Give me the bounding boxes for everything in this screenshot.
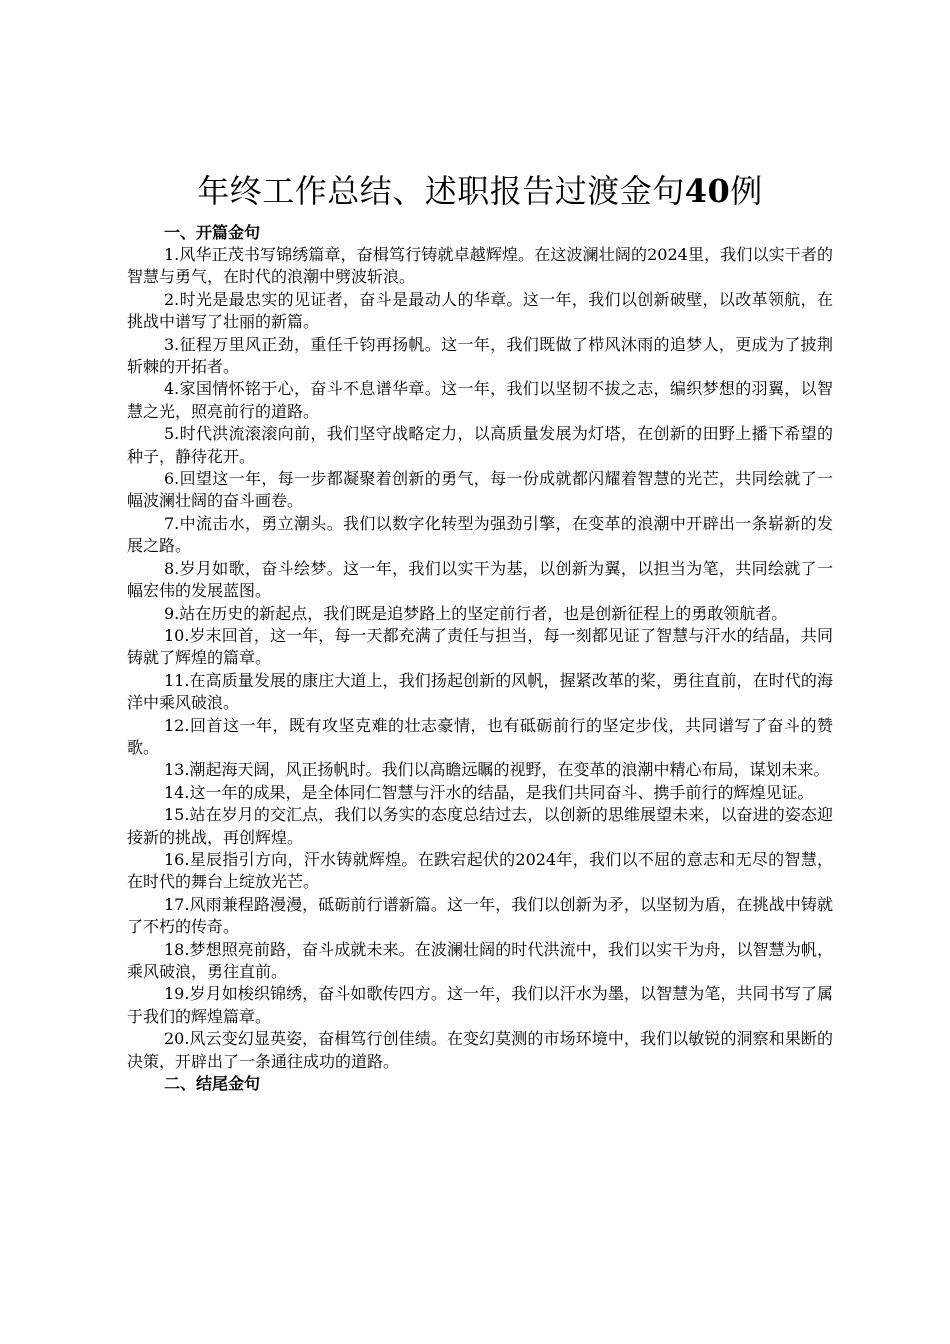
list-item: 10.岁末回首，这一年，每一天都充满了责任与担当，每一刻都见证了智慧与汗水的结晶，共同铸就了辉煌的篇章。 bbox=[127, 625, 833, 668]
list-item: 4.家国情怀铭于心，奋斗不息谱华章。这一年，我们以坚韧不拔之志，编织梦想的羽翼，以智慧之光，照亮前行的道路。 bbox=[127, 379, 833, 421]
section-heading: 二、结尾金句 bbox=[164, 1074, 261, 1094]
list-item: 8.岁月如歌，奋斗绘梦。这一年，我们以实干为基，以创新为翼，以担当为笔，共同绘就了一幅宏伟的发展蓝图。 bbox=[127, 558, 833, 601]
list-item: 5.时代洪流滚滚向前，我们坚守战略定力，以高质量发展为灯塔，在创新的田野上播下希望的种子，静待花开。 bbox=[127, 424, 833, 466]
list-item: 16.星辰指引方向，汗水铸就辉煌。在跌宕起伏的2024年，我们以不屈的意志和无尽的智慧，在时代的舞台上绽放光芒。 bbox=[127, 849, 833, 892]
list-item: 6.回望这一年，每一步都凝聚着创新的勇气，每一份成就都闪耀着智慧的光芒，共同绘就了一幅波澜壮阔的奋斗画卷。 bbox=[127, 469, 833, 511]
document-title bbox=[127, 170, 833, 212]
list-item: 19.岁月如梭织锦绣，奋斗如歌传四方。这一年，我们以汗水为墨，以智慧为笔，共同书写了属于我们的辉煌篇章。 bbox=[127, 984, 833, 1026]
list-item: 11.在高质量发展的康庄大道上，我们扬起创新的风帆，握紧改革的桨，勇往直前，在时代的海洋中乘风破浪。 bbox=[127, 670, 833, 713]
list-item: 15.站在岁月的交汇点，我们以务实的态度总结过去，以创新的思维展望未来，以奋进的姿态迎接新的挑战，再创辉煌。 bbox=[127, 805, 833, 847]
title-suffix: 例 bbox=[730, 172, 763, 210]
list-item: 2.时光是最忠实的见证者，奋斗是最动人的华章。这一年，我们以创新破壁，以改革领航，在挑战中谱写了壮丽的新篇。 bbox=[127, 289, 833, 332]
list-item: 13.潮起海天阔，风正扬帆时。我们以高瞻远瞩的视野，在变革的浪潮中精心布局，谋划未来。 bbox=[164, 760, 830, 780]
list-item: 3.征程万里风正劲，重任千钧再扬帆。这一年，我们既做了栉风沐雨的追梦人，更成为了披荆斩棘的开拓者。 bbox=[127, 334, 833, 377]
list-item: 17.风雨兼程路漫漫，砥砺前行谱新篇。这一年，我们以创新为矛，以坚韧为盾，在挑战中铸就了不朽的传奇。 bbox=[127, 894, 833, 937]
list-item: 14.这一年的成果，是全体同仁智慧与汗水的结晶，是我们共同奋斗、携手前行的辉煌见证。 bbox=[164, 782, 814, 802]
list-item: 9.站在历史的新起点，我们既是追梦路上的坚定前行者，也是创新征程上的勇敢领航者。 bbox=[164, 603, 788, 623]
section-closing bbox=[127, 1073, 833, 1095]
document-page bbox=[127, 170, 833, 1095]
list-item: 1.风华正茂书写锦绣篇章，奋楫笃行铸就卓越辉煌。在这波澜壮阔的2024里，我们以实干者的智慧与勇气，在时代的浪潮中劈波斩浪。 bbox=[127, 245, 833, 287]
section-heading: 一、开篇金句 bbox=[164, 223, 261, 242]
title-number: 40 bbox=[684, 172, 731, 210]
list-item: 12.回首这一年，既有攻坚克难的壮志豪情，也有砥砺前行的坚定步伐，共同谱写了奋斗的赞歌。 bbox=[127, 715, 833, 757]
list-item: 18.梦想照亮前路，奋斗成就未来。在波澜壮阔的时代洪流中，我们以实干为舟，以智慧为帆，乘风破浪，勇往直前。 bbox=[127, 939, 833, 981]
title-text: 年终工作总结、述职报告过渡金句 bbox=[197, 172, 685, 210]
list-item: 20.风云变幻显英姿，奋楫笃行创佳绩。在变幻莫测的市场环境中，我们以敏锐的洞察和果断的决策，开辟出了一条通往成功的道路。 bbox=[127, 1029, 833, 1071]
section-opening bbox=[127, 222, 833, 1073]
list-item: 7.中流击水，勇立潮头。我们以数字化转型为强劲引擎，在变革的浪潮中开辟出一条崭新的发展之路。 bbox=[127, 513, 833, 556]
